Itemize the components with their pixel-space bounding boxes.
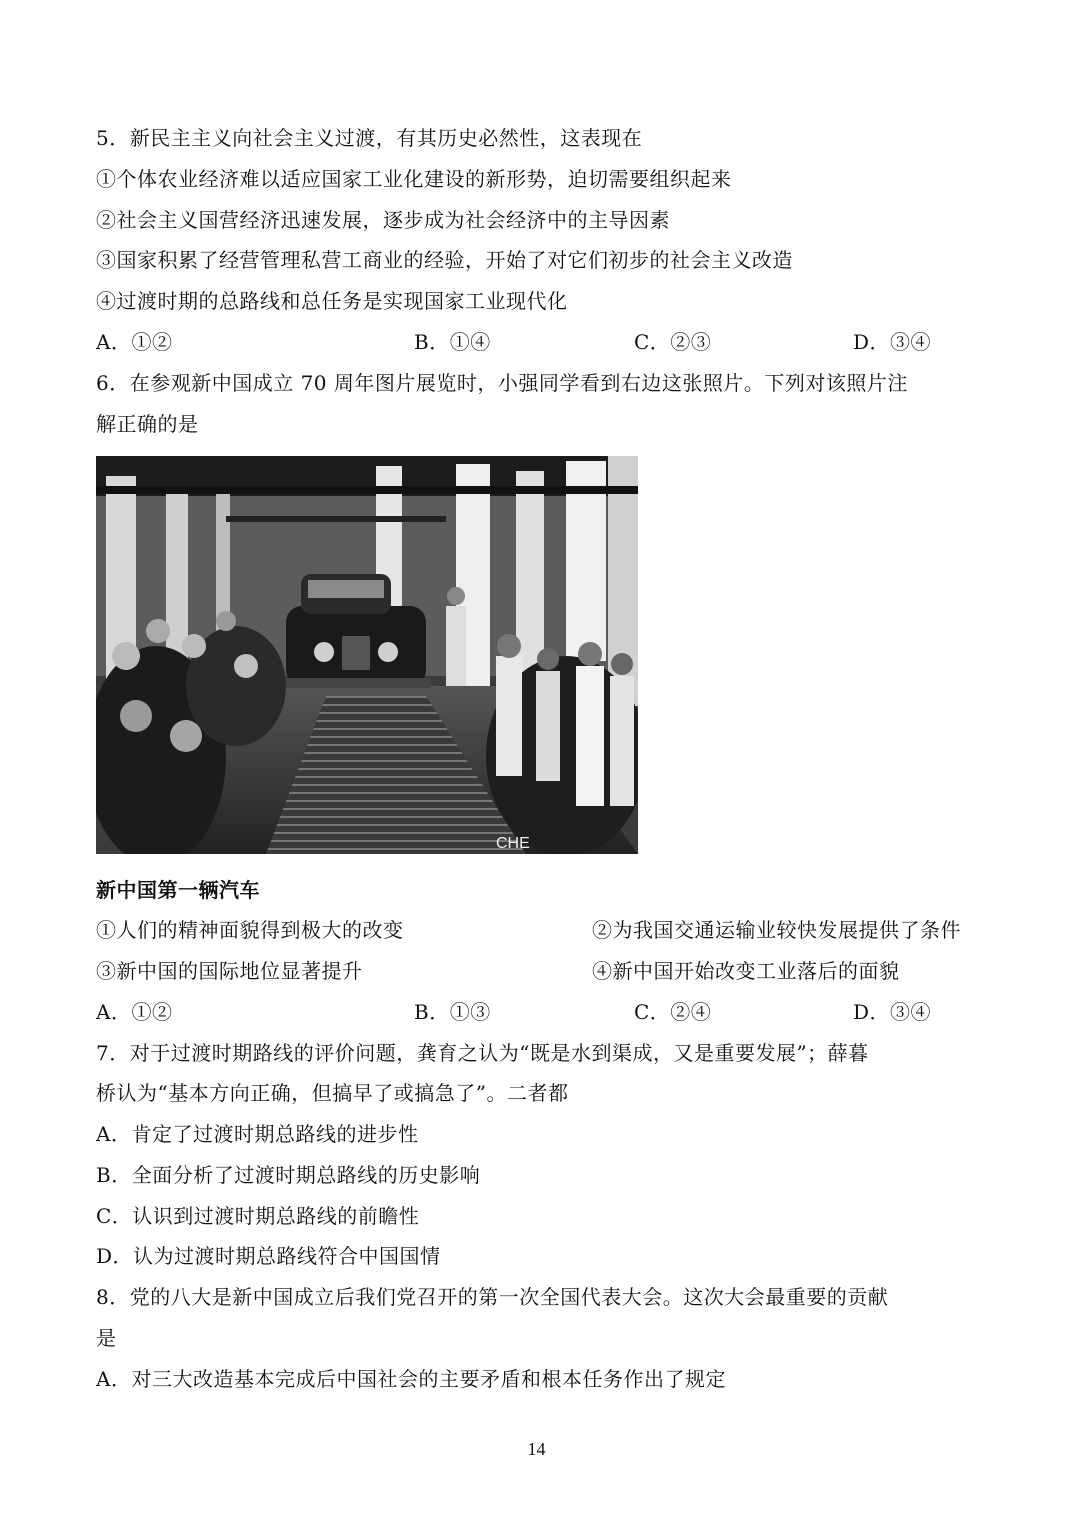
q7-option-c[interactable]: C．认识到过渡时期总路线的前瞻性 [96, 1204, 420, 1228]
q6-option-b[interactable]: B．①③ [414, 1000, 491, 1024]
q6-item-1: ①人们的精神面貌得到极大的改变 [96, 918, 404, 942]
q6-items-row2 [96, 957, 976, 985]
q7-option-a[interactable]: A．肯定了过渡时期总路线的进步性 [96, 1122, 419, 1146]
q5-options [96, 328, 976, 356]
q6-option-d[interactable]: D．③④ [853, 1000, 932, 1024]
q5-option-d[interactable]: D．③④ [853, 330, 932, 354]
q5-option-a[interactable]: A．①② [96, 330, 173, 354]
q7-option-b[interactable]: B．全面分析了过渡时期总路线的历史影响 [96, 1163, 481, 1187]
q8-stem-line1: 8．党的八大是新中国成立后我们党召开的第一次全国代表大会。这次大会最重要的贡献 [96, 1285, 889, 1309]
q6-item-4: ④新中国开始改变工业落后的面貌 [592, 959, 900, 983]
q6-item-2: ②为我国交通运输业较快发展提供了条件 [592, 918, 961, 942]
q6-option-a[interactable]: A．①② [96, 1000, 173, 1024]
q5-option-c[interactable]: C．②③ [634, 330, 712, 354]
page-number: 14 [527, 1439, 546, 1459]
q7-option-d[interactable]: D．认为过渡时期总路线符合中国国情 [96, 1244, 441, 1268]
q6-option-c[interactable]: C．②④ [634, 1000, 712, 1024]
q8-stem-line2: 是 [96, 1326, 117, 1350]
q8-option-a[interactable]: A．对三大改造基本完成后中国社会的主要矛盾和根本任务作出了规定 [96, 1367, 726, 1391]
q5-option-b[interactable]: B．①④ [414, 330, 491, 354]
q5-item-3: ③国家积累了经营管理私营工商业的经验，开始了对它们初步的社会主义改造 [96, 248, 793, 272]
q5-item-1: ①个体农业经济难以适应国家工业化建设的新形势，迫切需要组织起来 [96, 167, 732, 191]
q5-stem: 5．新民主主义向社会主义过渡，有其历史必然性，这表现在 [96, 126, 643, 150]
q6-stem-line1: 6．在参观新中国成立 70 周年图片展览时，小强同学看到右边这张照片。下列对该照片注 [96, 371, 908, 395]
photo-caption: 新中国第一辆汽车 [96, 878, 260, 902]
q6-stem-line2: 解正确的是 [96, 412, 199, 436]
q7-stem-line1: 7．对于过渡时期路线的评价问题，龚育之认为“既是水到渠成，又是重要发展”；薛暮 [96, 1041, 869, 1065]
q6-items-row1 [96, 916, 976, 944]
photo-watermark: CHE [496, 835, 530, 852]
q5-item-2: ②社会主义国营经济迅速发展，逐步成为社会经济中的主导因素 [96, 208, 670, 232]
q7-stem-line2: 桥认为“基本方向正确，但搞早了或搞急了”。二者都 [96, 1081, 569, 1105]
q5-item-4: ④过渡时期的总路线和总任务是实现国家工业现代化 [96, 289, 568, 313]
q6-options [96, 998, 976, 1026]
q6-item-3: ③新中国的国际地位显著提升 [96, 959, 363, 983]
first-car-photo [96, 456, 638, 854]
